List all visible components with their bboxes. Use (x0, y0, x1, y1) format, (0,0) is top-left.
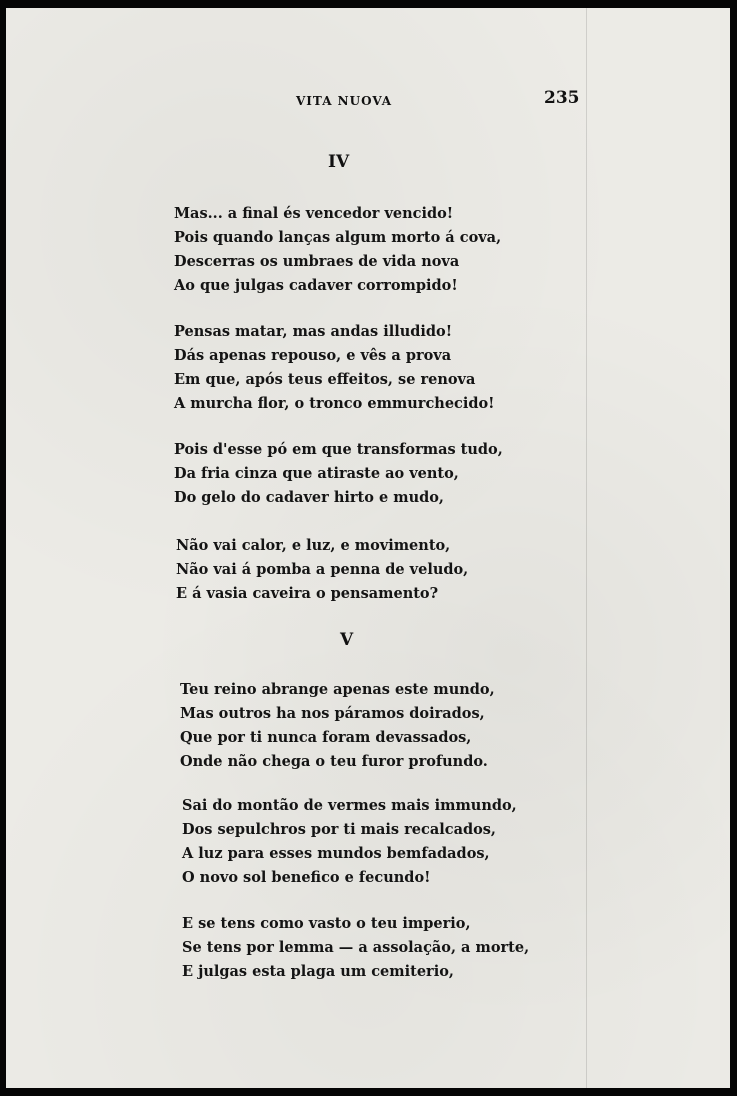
page-number: 235 (544, 88, 580, 108)
stanza-v-3 (182, 912, 529, 984)
verse-line: Dás apenas repouso, e vês a prova (174, 347, 452, 364)
stanza-v-1 (180, 678, 495, 774)
verse-line: Em que, após teus effeitos, se renova (174, 371, 476, 388)
section-numeral-v: V (340, 630, 354, 650)
verse-line: Teu reino abrange apenas este mundo, (180, 681, 495, 698)
verse-line: Pensas matar, mas andas illudido! (174, 323, 453, 340)
verse-line: Sai do montão de vermes mais immundo, (182, 797, 517, 814)
verse-line: O novo sol benefico e fecundo! (182, 869, 431, 886)
verse-line: E á vasia caveira o pensamento? (176, 585, 439, 602)
verse-line: Da fria cinza que atiraste ao vento, (174, 465, 459, 482)
running-title: VITA NUOVA (296, 94, 393, 108)
verse-line: Mas... a final és vencedor vencido! (174, 205, 454, 222)
verse-line: Onde não chega o teu furor profundo. (180, 753, 488, 770)
verse-line: Que por ti nunca foram devassados, (180, 729, 472, 746)
stanza-iv-4 (176, 534, 468, 606)
verse-line: Não vai calor, e luz, e movimento, (176, 537, 451, 554)
verse-line: Se tens por lemma — a assolação, a morte, (182, 939, 530, 956)
verse-line: Mas outros ha nos páramos doirados, (180, 705, 485, 722)
verse-line: E se tens como vasto o teu imperio, (182, 915, 471, 932)
verse-line: Do gelo do cadaver hirto e mudo, (174, 489, 444, 506)
verse-line: Dos sepulchros por ti mais recalcados, (182, 821, 496, 838)
verse-line: Descerras os umbraes de vida nova (174, 253, 460, 270)
stanza-iv-3 (174, 438, 503, 510)
stanza-iv-1 (174, 202, 501, 298)
stanza-iv-2 (174, 320, 495, 416)
verse-line: Pois quando lanças algum morto á cova, (174, 229, 502, 246)
stanza-v-2 (182, 794, 517, 890)
verse-line: Pois d'esse pó em que transformas tudo, (174, 441, 503, 458)
verse-line: E julgas esta plaga um cemiterio, (182, 963, 454, 980)
verse-line: Ao que julgas cadaver corrompido! (174, 277, 458, 294)
verse-line: Não vai á pomba a penna de veludo, (176, 561, 469, 578)
verse-line: A murcha flor, o tronco emmurchecido! (174, 395, 495, 412)
verse-line: A luz para esses mundos bemfadados, (182, 845, 490, 862)
book-page (6, 8, 730, 1088)
page-gutter-line (586, 8, 587, 1088)
section-numeral-iv: IV (328, 152, 350, 172)
